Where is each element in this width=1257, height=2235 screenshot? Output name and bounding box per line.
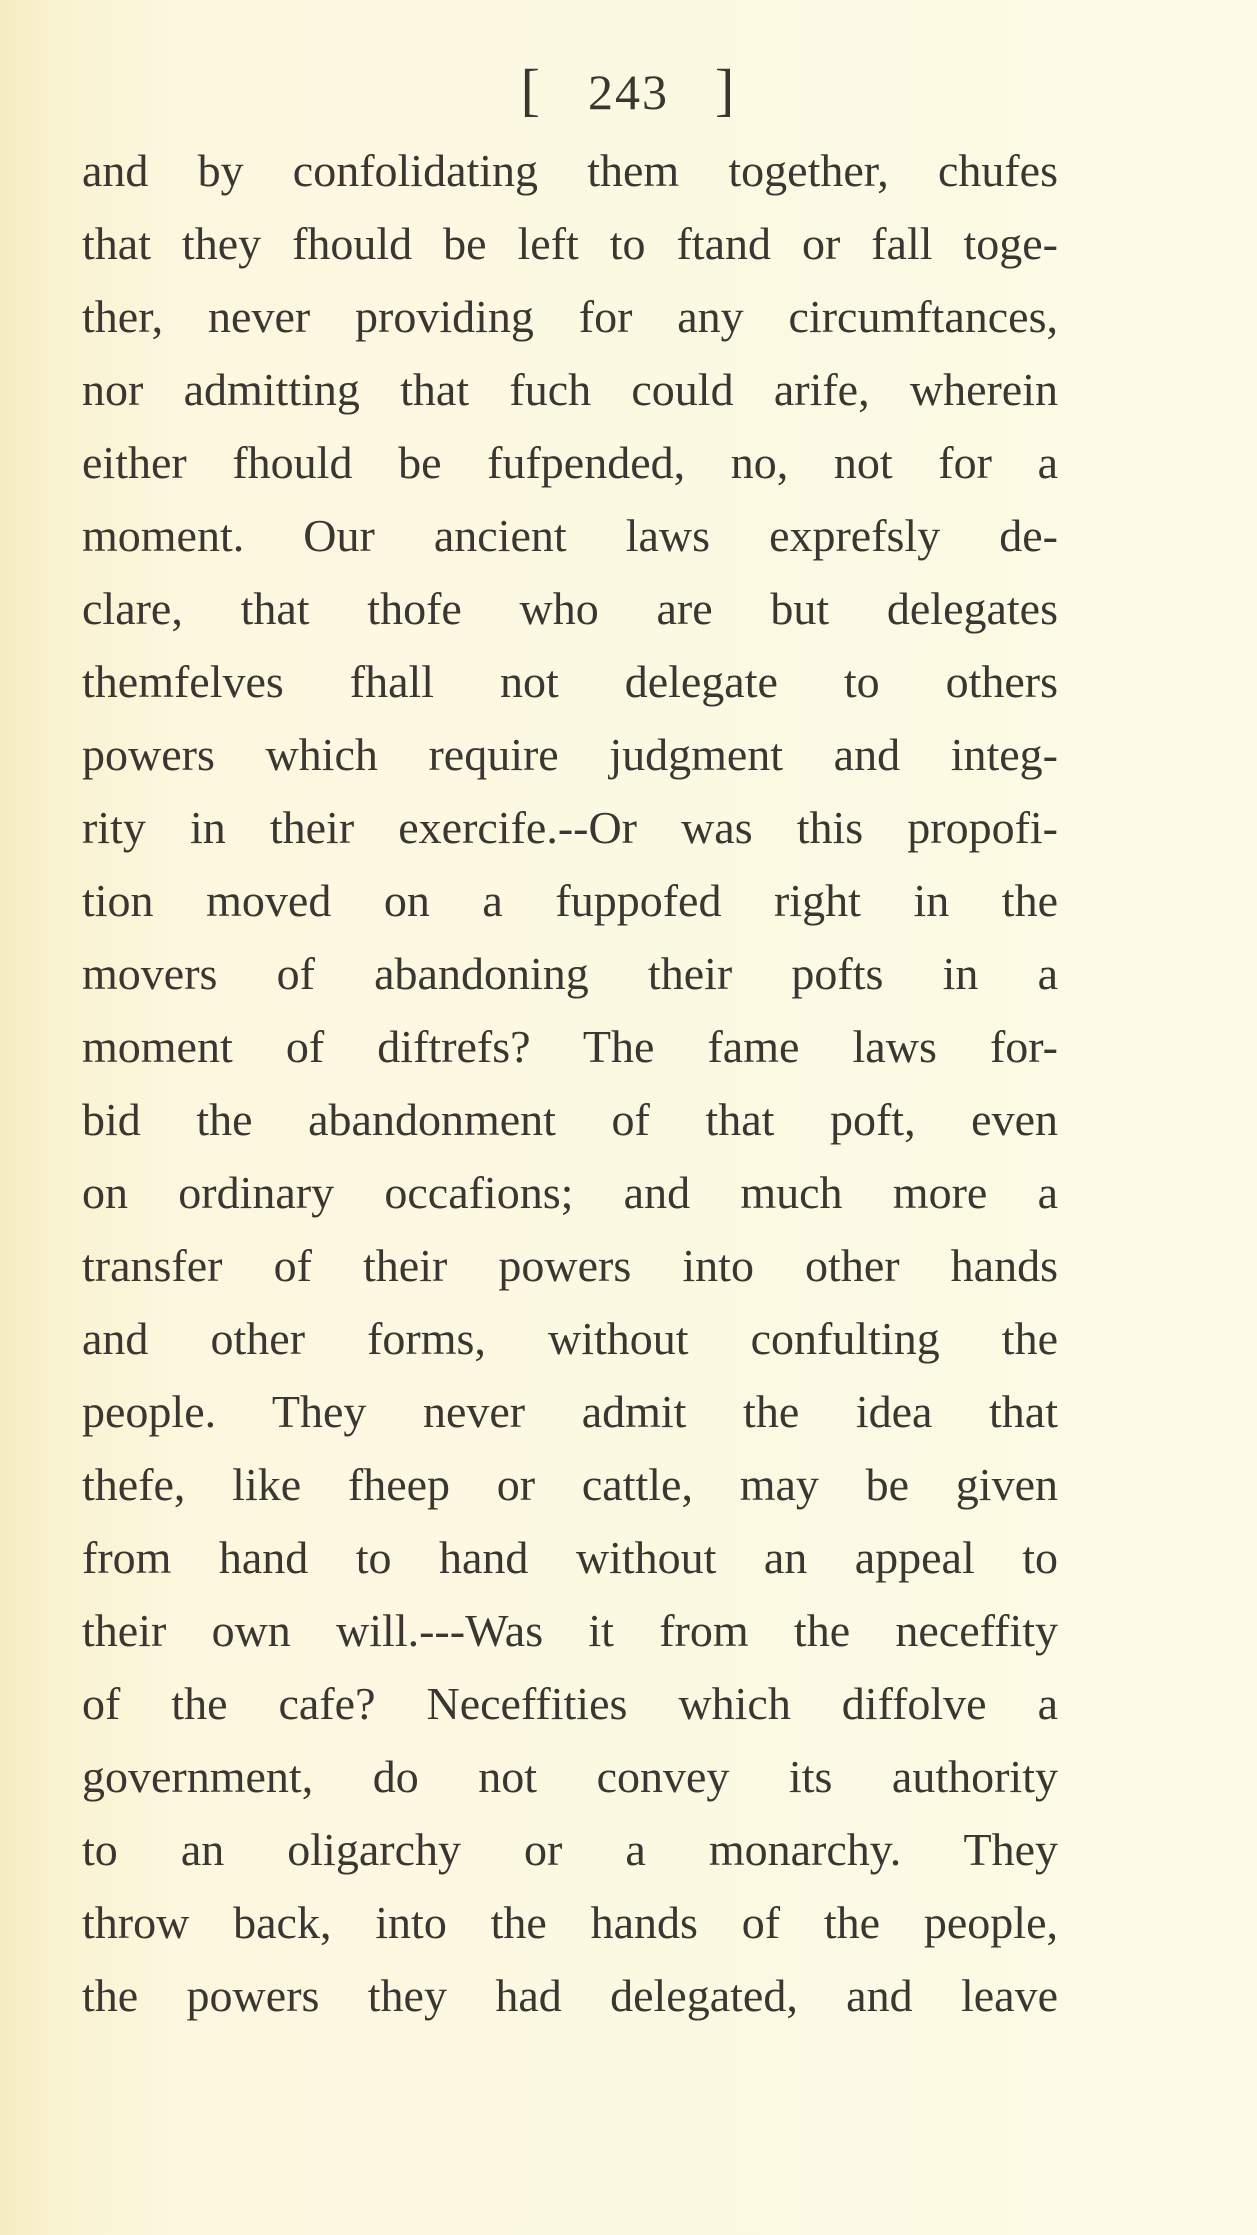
text-line: tion moved on a fuppofed right in the (82, 875, 1058, 926)
bracket-close: ] (715, 57, 737, 122)
text-line: either fhould be fufpended, no, not for a (82, 437, 1058, 488)
text-line: bid the abandonment of that poft, even (82, 1094, 1058, 1145)
text-line: government, do not convey its authority (82, 1751, 1058, 1802)
text-line: moment. Our ancient laws exprefsly de- (82, 510, 1058, 561)
page-number-header (0, 58, 1257, 124)
text-line: nor admitting that fuch could arife, wherein (82, 364, 1058, 415)
text-line: their own will.---Was it from the neceffity (82, 1605, 1058, 1656)
text-line: and other forms, without confulting the (82, 1313, 1058, 1364)
text-line: the powers they had delegated, and leave (82, 1970, 1058, 2021)
page-number: 243 (588, 64, 669, 120)
bracket-open: [ (520, 57, 542, 122)
text-line: powers which require judgment and integ- (82, 729, 1058, 780)
text-line: to an oligarchy or a monarchy. They (82, 1824, 1058, 1875)
text-line: themfelves fhall not delegate to others (82, 656, 1058, 707)
text-line: movers of abandoning their pofts in a (82, 948, 1058, 999)
text-line: moment of diftrefs? The fame laws for- (82, 1021, 1058, 1072)
text-line: clare, that thofe who are but delegates (82, 583, 1058, 634)
text-line: throw back, into the hands of the people, (82, 1897, 1058, 1948)
body-text (82, 134, 1058, 2032)
text-line: people. They never admit the idea that (82, 1386, 1058, 1437)
text-line: transfer of their powers into other hands (82, 1240, 1058, 1291)
text-line: of the cafe? Neceffities which diffolve a (82, 1678, 1058, 1729)
text-line: thefe, like fheep or cattle, may be given (82, 1459, 1058, 1510)
text-line: and by confolidating them together, chufes (82, 145, 1058, 196)
text-line: rity in their exercife.--Or was this propofi- (82, 802, 1058, 853)
text-line: on ordinary occafions; and much more a (82, 1167, 1058, 1218)
text-line: from hand to hand without an appeal to (82, 1532, 1058, 1583)
text-line: ther, never providing for any circumftances, (82, 291, 1058, 342)
text-line: that they fhould be left to ftand or fall toge- (82, 218, 1058, 269)
